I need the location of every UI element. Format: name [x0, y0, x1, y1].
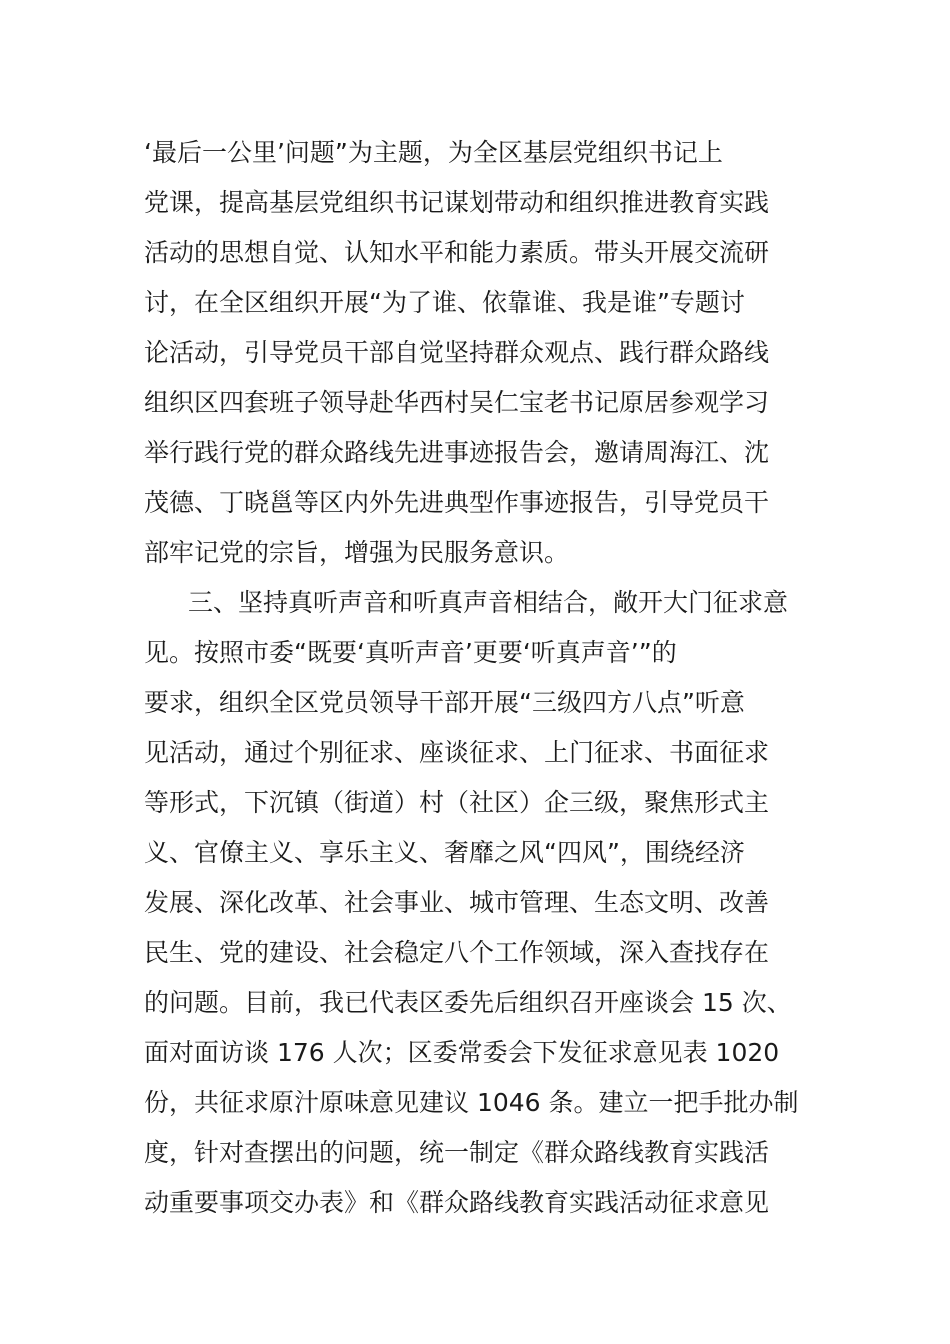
text-line: 面对面访谈 176 人次；区委常委会下发征求意见表 1020	[144, 1038, 780, 1067]
text-line: 见活动，通过个别征求、座谈征求、上门征求、书面征求	[144, 738, 770, 767]
text-line: 见。按照市委“既要‘真听声音’更要‘听真声音’”的	[144, 638, 677, 667]
text-line: 份，共征求原汁原味意见建议 1046 条。建立一把手批办制	[144, 1088, 799, 1117]
text-line: 组织区四套班子领导赴华西村吴仁宝老书记原居参观学习	[144, 388, 770, 417]
text-line: 论活动，引导党员干部自觉坚持群众观点、践行群众路线	[144, 338, 770, 367]
text-line: 等形式，下沉镇（街道）村（社区）企三级，聚焦形式主	[144, 788, 770, 817]
text-line: ‘最后一公里’问题”为主题，为全区基层党组织书记上	[144, 138, 723, 167]
text-line: 茂德、丁晓邕等区内外先进典型作事迹报告，引导党员干	[144, 488, 770, 517]
text-line: 举行践行党的群众路线先进事迹报告会，邀请周海江、沈	[144, 438, 770, 467]
text-line: 度，针对查摆出的问题，统一制定《群众路线教育实践活	[144, 1138, 770, 1167]
text-line: 活动的思想自觉、认知水平和能力素质。带头开展交流研	[144, 238, 770, 267]
text-line: 发展、深化改革、社会事业、城市管理、生态文明、改善	[144, 888, 770, 917]
section-heading-line: 三、坚持真听声音和听真声音相结合，敞开大门征求意	[188, 588, 789, 617]
text-line: 义、官僚主义、享乐主义、奢靡之风“四风”，围绕经济	[144, 838, 745, 867]
text-line: 的问题。目前，我已代表区委先后组织召开座谈会 15 次、	[144, 988, 792, 1017]
text-line: 讨，在全区组织开展“为了谁、依靠谁、我是谁”专题讨	[144, 288, 745, 317]
text-line: 部牢记党的宗旨，增强为民服务意识。	[144, 538, 570, 567]
document-body	[144, 128, 814, 1228]
text-line: 党课，提高基层党组织书记谋划带动和组织推进教育实践	[144, 188, 770, 217]
text-line: 要求，组织全区党员领导干部开展“三级四方八点”听意	[144, 688, 745, 717]
text-line: 民生、党的建设、社会稳定八个工作领域，深入查找存在	[144, 938, 770, 967]
text-line: 动重要事项交办表》和《群众路线教育实践活动征求意见	[144, 1188, 770, 1217]
